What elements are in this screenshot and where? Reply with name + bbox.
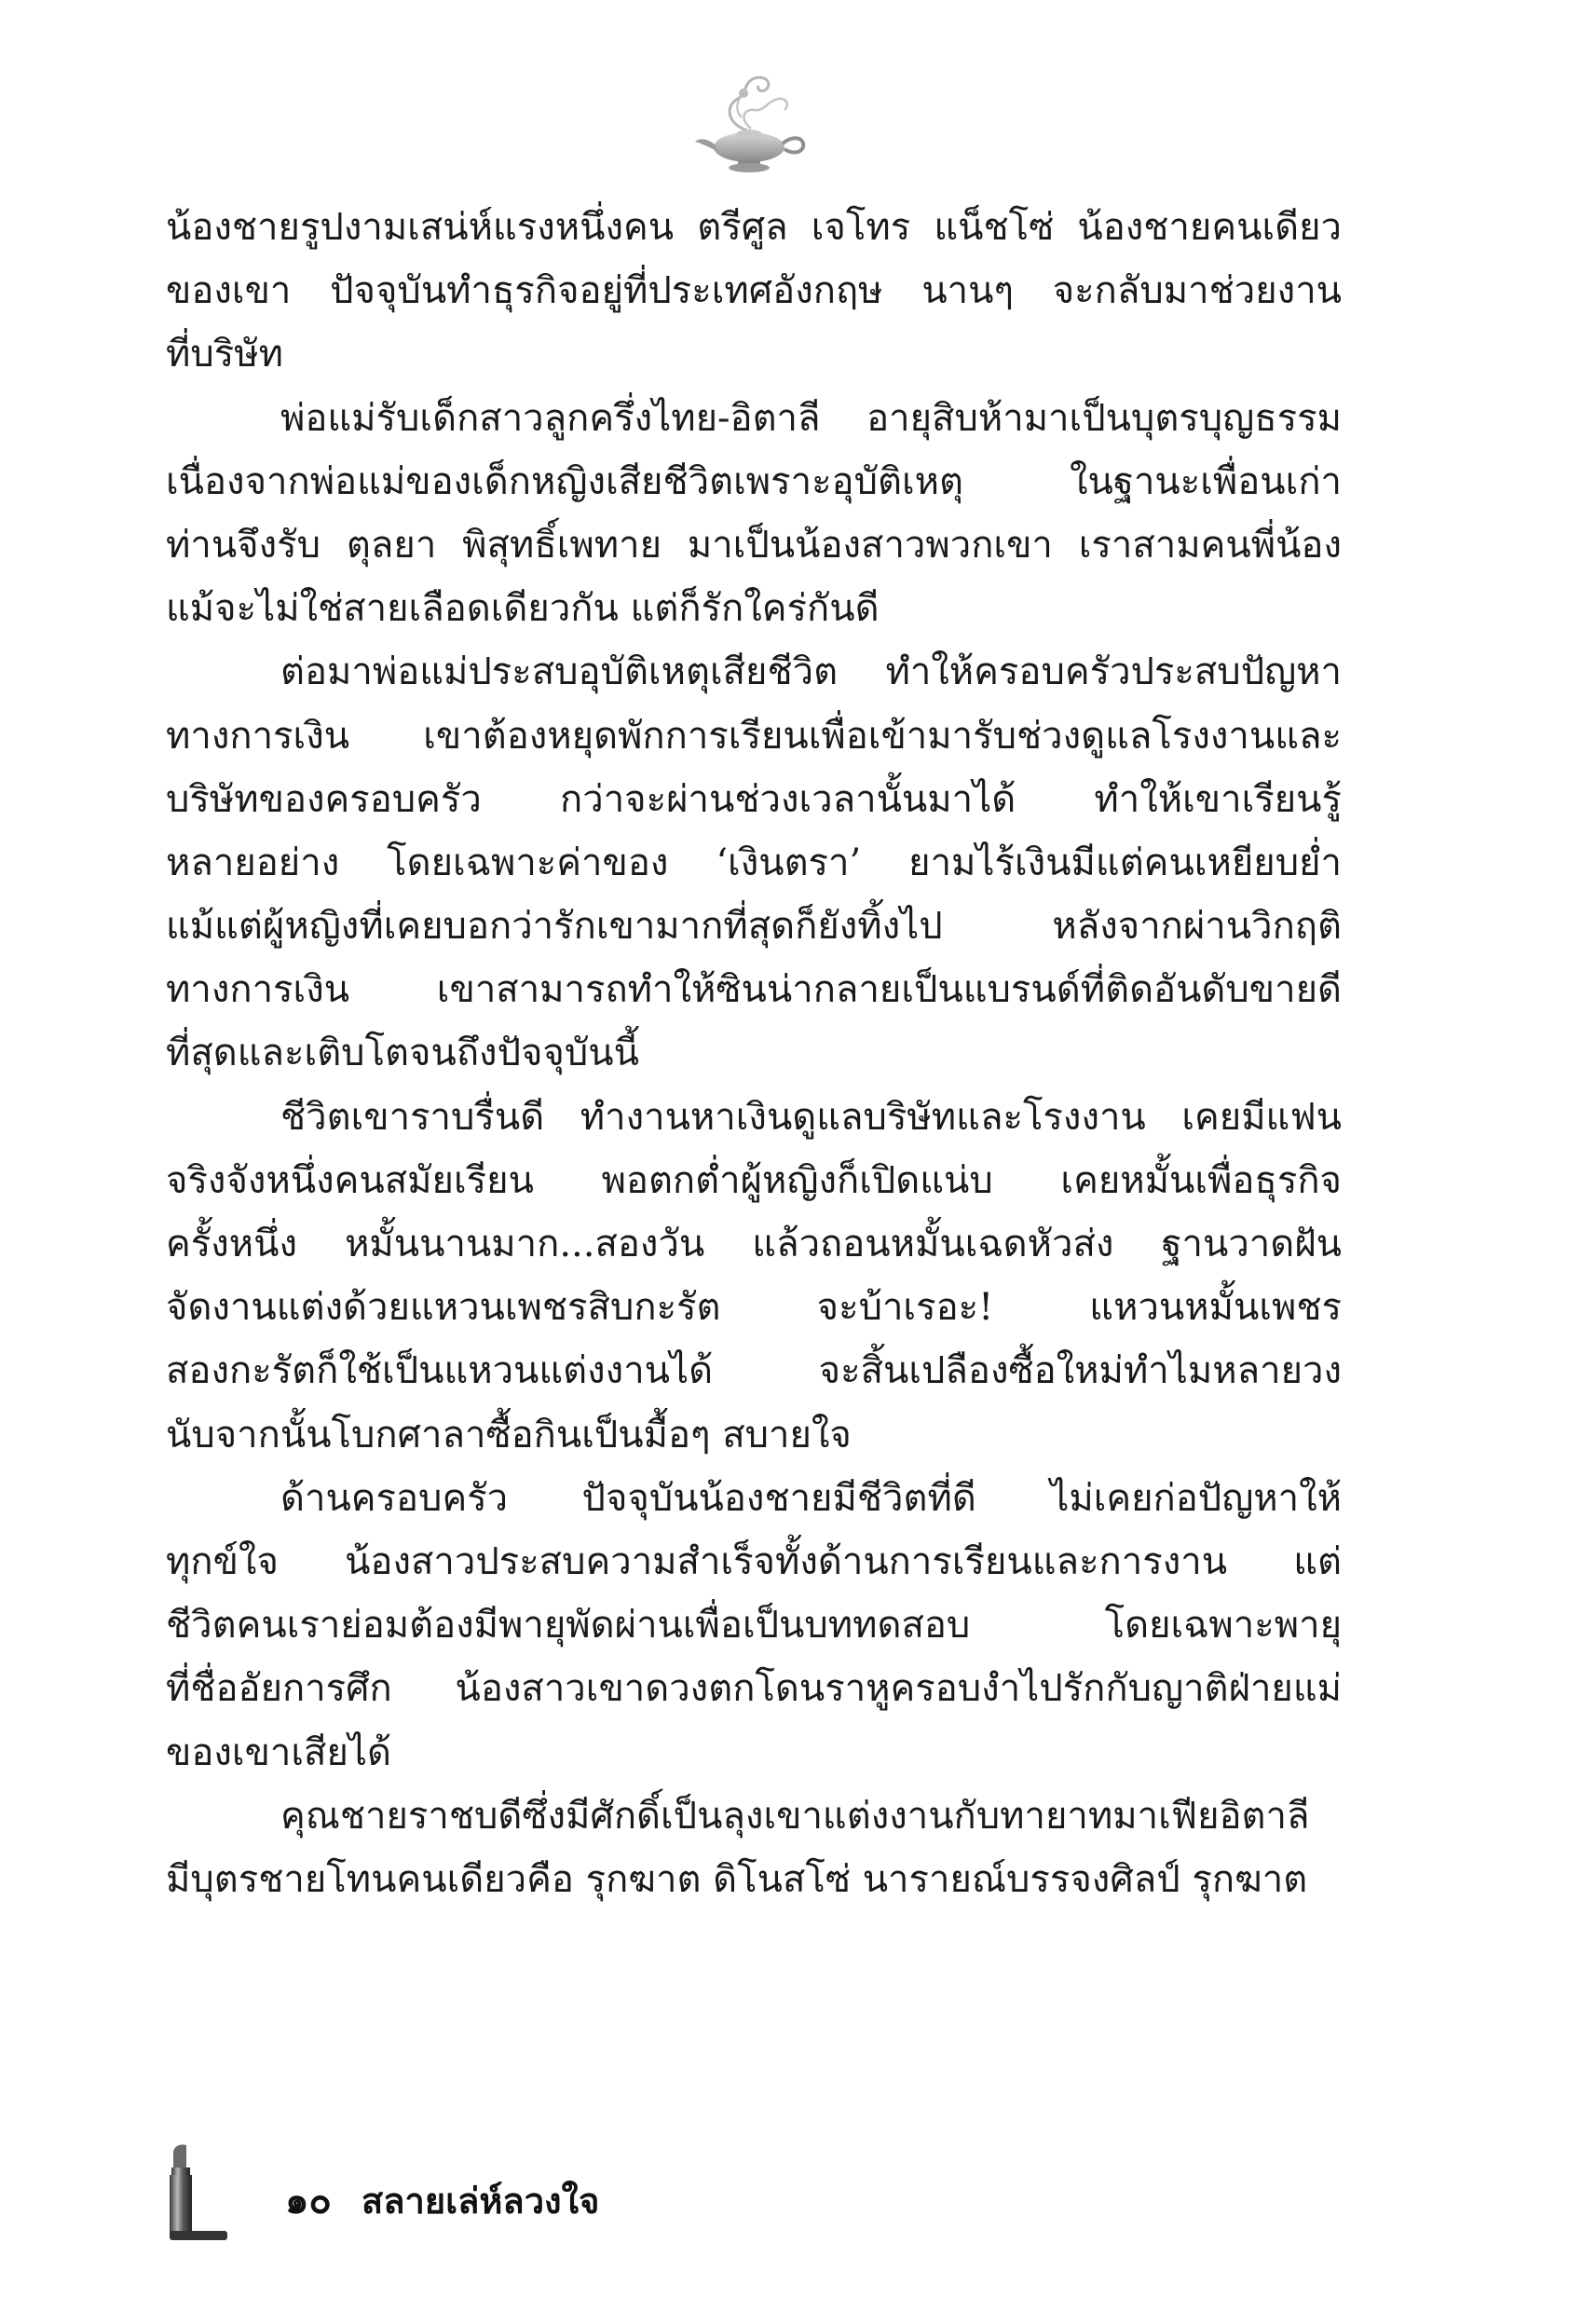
text-line: จริงจังหนึ่งคนสมัยเรียน พอตกต่ำผู้หญิงก็เปิดแน่บ เคยหมั้นเพื่อธุรกิจ bbox=[166, 1158, 1342, 1202]
page-number: ๑๐ bbox=[285, 2179, 332, 2222]
text-line: ทุกข์ใจ น้องสาวประสบความสำเร็จทั้งด้านการเรียนและการงาน แต่ bbox=[166, 1539, 1342, 1583]
page-footer bbox=[166, 2143, 818, 2246]
text-line: ด้านครอบครัว ปัจจุบันน้องชายมีชีวิตที่ดี ไม่เคยก่อปัญหาให้ bbox=[280, 1476, 1342, 1520]
text-line: ครั้งหนึ่ง หมั้นนานมาก...สองวัน แล้วถอนหมั้นเฉดหัวส่ง ฐานวาดฝัน bbox=[166, 1223, 1342, 1265]
text-line: น้องชายรูปงามเสน่ห์แรงหนึ่งคน ตรีศูล เจโทร แน็ชโซ่ น้องชายคนเดียว bbox=[166, 206, 1342, 249]
text-line: ชีวิตคนเราย่อมต้องมีพายุพัดผ่านเพื่อเป็นบททดสอบ โดยเฉพาะพายุ bbox=[166, 1604, 1342, 1648]
text-line: ที่ชื่ออัยการศึก น้องสาวเขาดวงตกโดนราหูครอบงำไปรักกับญาติฝ่ายแม่ bbox=[166, 1667, 1342, 1711]
text-line: ทางการเงิน เขาสามารถทำให้ซินน่ากลายเป็นแบรนด์ที่ติดอันดับขายดี bbox=[166, 968, 1342, 1012]
text-line: บริษัทของครอบครัว กว่าจะผ่านช่วงเวลานั้นมาได้ ทำให้เขาเรียนรู้ bbox=[166, 777, 1342, 821]
paragraph bbox=[166, 1467, 1342, 1785]
magic-lamp-icon bbox=[689, 73, 811, 175]
paragraph bbox=[166, 1785, 1342, 1911]
text-line: แม้จะไม่ใช่สายเลือดเดียวกัน แต่ก็รักใคร่กันดี bbox=[166, 587, 880, 631]
text-line: ที่สุดและเติบโตจนถึงปัจจุบันนี้ bbox=[166, 1032, 639, 1075]
text-line: สองกะรัตก็ใช้เป็นแหวนแต่งงานได้ จะสิ้นเปลืองซื้อใหม่ทำไมหลายวง bbox=[166, 1349, 1342, 1393]
text-line: ทางการเงิน เขาต้องหยุดพักการเรียนเพื่อเข้ามารับช่วงดูแลโรงงานและ bbox=[166, 714, 1342, 758]
text-line: ที่บริษัท bbox=[166, 333, 283, 376]
text-line: ชีวิตเขาราบรื่นดี ทำงานหาเงินดูแลบริษัทและโรงงาน เคยมีแฟน bbox=[280, 1095, 1342, 1139]
lipstick-icon bbox=[166, 2143, 231, 2244]
text-line: นับจากนั้นโบกศาลาซื้อกินเป็นมื้อๆ สบายใจ bbox=[166, 1413, 852, 1456]
text-line: คุณชายราชบดีซึ่งมีศักดิ์เป็นลุงเขาแต่งงานกับทายาทมาเฟียอิตาลี bbox=[280, 1794, 1310, 1838]
text-line: ของเขา ปัจจุบันทำธุรกิจอยู่ที่ประเทศอังกฤษ นานๆ จะกลับมาช่วยงาน bbox=[166, 269, 1342, 313]
paragraph bbox=[166, 196, 1342, 387]
text-line: จัดงานแต่งด้วยแหวนเพชรสิบกะรัต จะบ้าเรอะ! แหวนหมั้นเพชร bbox=[166, 1286, 1342, 1330]
book-title: สลายเล่ห์ลวงใจ bbox=[361, 2181, 600, 2222]
body-text bbox=[166, 196, 1342, 1911]
text-line: แม้แต่ผู้หญิงที่เคยบอกว่ารักเขามากที่สุดก็ยังทิ้งไป หลังจากผ่านวิกฤติ bbox=[166, 905, 1342, 949]
paragraph bbox=[166, 387, 1342, 641]
text-line: ของเขาเสียได้ bbox=[166, 1730, 391, 1774]
text-line: มีบุตรชายโทนคนเดียวคือ รุกฆาต ดิโนสโซ่ นารายณ์บรรจงศิลป์ รุกฆาต bbox=[166, 1857, 1308, 1901]
text-line: พ่อแม่รับเด็กสาวลูกครึ่งไทย-อิตาลี อายุสิบห้ามาเป็นบุตรบุญธรรม bbox=[280, 396, 1342, 440]
paragraph bbox=[166, 1086, 1342, 1467]
text-line: หลายอย่าง โดยเฉพาะค่าของ ‘เงินตรา’ ยามไร้เงินมีแต่คนเหยียบย่ำ bbox=[166, 841, 1342, 884]
text-line: ต่อมาพ่อแม่ประสบอุบัติเหตุเสียชีวิต ทำให้ครอบครัวประสบปัญหา bbox=[280, 650, 1342, 694]
text-line: ท่านจึงรับ ตุลยา พิสุทธิ์เพทาย มาเป็นน้องสาวพวกเขา เราสามคนพี่น้อง bbox=[166, 523, 1342, 567]
text-line: เนื่องจากพ่อแม่ของเด็กหญิงเสียชีวิตเพราะอุบัติเหตุ ในฐานะเพื่อนเก่า bbox=[166, 459, 1342, 503]
paragraph bbox=[166, 640, 1342, 1085]
